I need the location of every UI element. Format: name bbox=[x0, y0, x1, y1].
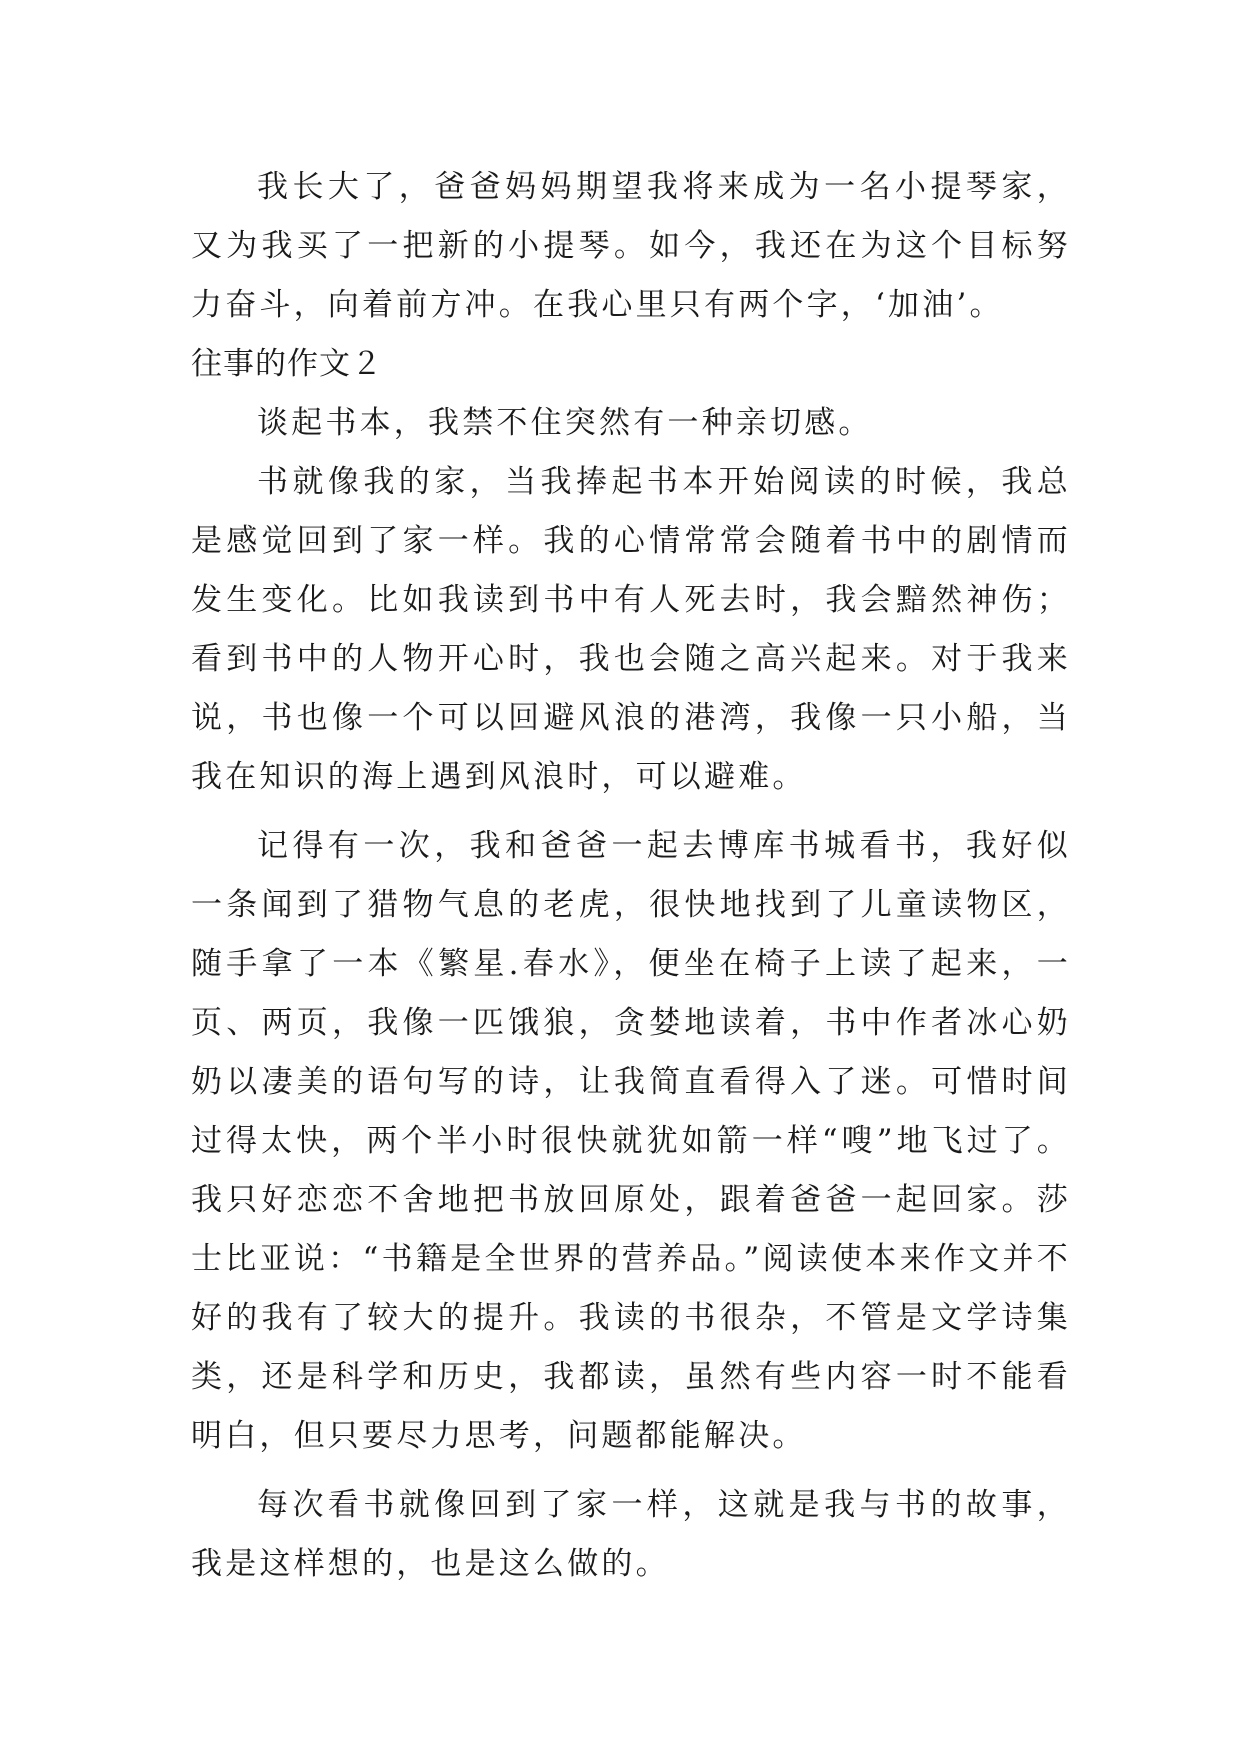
paragraph-violin: 我长大了，爸爸妈妈期望我将来成为一名小提琴家，又为我买了一把新的小提琴。如今，我还在为这个目标努力奋斗，向着前方冲。在我心里只有两个字，‘加油’。 bbox=[191, 169, 1071, 323]
paragraph-bookstore: 记得有一次，我和爸爸一起去博库书城看书，我好似一条闻到了猎物气息的老虎，很快地找到了儿童读物区，随手拿了一本《繁星.春水》，便坐在椅子上读了起来，一页、两页，我像一匹饿狼，贪婪地读着，书中作者冰心奶奶以凄美的语句写的诗，让我简直看得入了迷。可惜时间过得太快，两个半小时很快就犹如箭一样“嗖”地飞过了。我只好恋恋不舍地把书放回原处，跟着爸爸一起回家。莎士比亚说：“书籍是全世界的营养品。”阅读使本来作文并不好的我有了较大的提升。我读的书很杂，不管是文学诗集类，还是科学和历史，我都读，虽然有些内容一时不能看明白，但只要尽力思考，问题都能解决。 bbox=[191, 828, 1071, 1454]
section-heading: 往事的作文２ bbox=[191, 346, 383, 382]
paragraph-gap bbox=[191, 807, 1071, 817]
document-body bbox=[191, 158, 1071, 1594]
paragraph-intro: 谈起书本，我禁不住突然有一种亲切感。 bbox=[257, 405, 873, 441]
paragraph-conclusion: 每次看书就像回到了家一样，这就是我与书的故事，我是这样想的，也是这么做的。 bbox=[191, 1487, 1071, 1582]
paragraph-book-home: 书就像我的家，当我捧起书本开始阅读的时候，我总是感觉回到了家一样。我的心情常常会随着书中的剧情而发生变化。比如我读到书中有人死去时，我会黯然神伤；看到书中的人物开心时，我也会随之高兴起来。对于我来说，书也像一个可以回避风浪的港湾，我像一只小船，当我在知识的海上遇到风浪时，可以避难。 bbox=[191, 464, 1071, 795]
paragraph-gap bbox=[191, 1466, 1071, 1476]
